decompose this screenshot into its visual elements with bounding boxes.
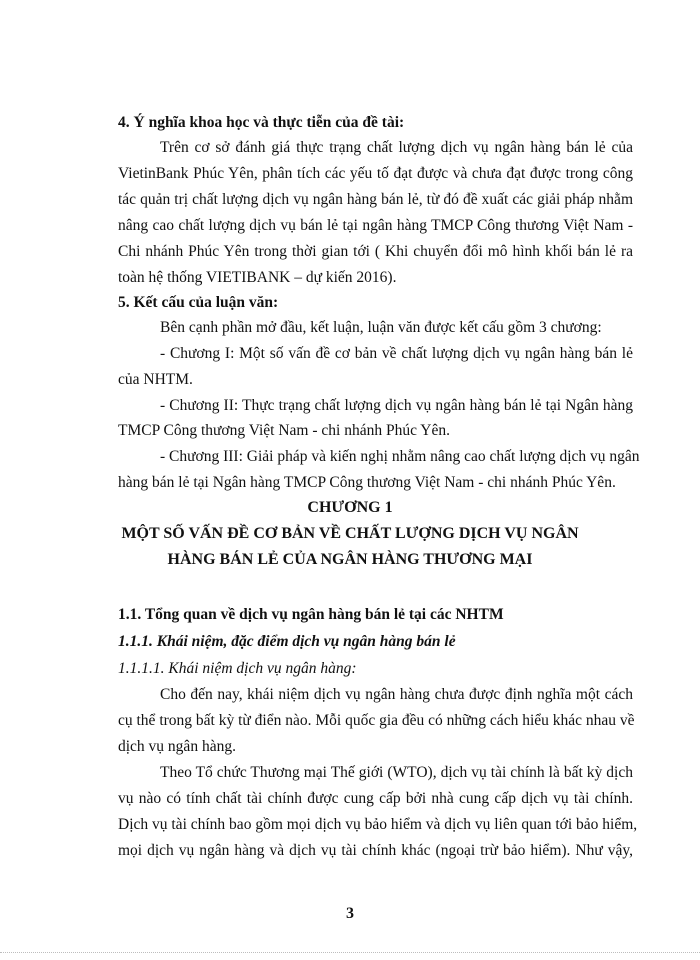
section-1-1-1-1-heading: 1.1.1.1. Khái niệm dịch vụ ngân hàng: <box>118 660 357 677</box>
chapter-1-summary: của NHTM. <box>118 371 193 388</box>
chapter-title: MỘT SỐ VẤN ĐỀ CƠ BẢN VỀ CHẤT LƯỢNG DỊCH VỤ NGÂN <box>121 525 579 542</box>
chapter-2-summary: - Chương II: Thực trạng chất lượng dịch vụ ngân hàng bán lẻ tại Ngân hàng <box>160 397 633 414</box>
section-1-1-1-heading: 1.1.1. Khái niệm, đặc điểm dịch vụ ngân hàng bán lẻ <box>118 633 456 650</box>
body-line: Dịch vụ tài chính bao gồm mọi dịch vụ bảo hiểm và dịch vụ liên quan tới bảo hiểm, <box>118 816 638 833</box>
section-4-heading: 4. Ý nghĩa khoa học và thực tiễn của đề tài: <box>118 114 405 131</box>
body-line: vụ nào có tính chất tài chính được cung cấp bởi nhà cung cấp dịch vụ tài chính. <box>118 790 633 807</box>
body-line: dịch vụ ngân hàng. <box>118 738 236 755</box>
body-line: Theo Tổ chức Thương mại Thế giới (WTO), dịch vụ tài chính là bất kỳ dịch <box>160 764 633 781</box>
chapter-1-summary: - Chương I: Một số vấn đề cơ bản về chất lượng dịch vụ ngân hàng bán lẻ <box>160 345 633 362</box>
section-5-heading: 5. Kết cấu của luận văn: <box>118 294 279 311</box>
section-4-line: Trên cơ sở đánh giá thực trạng chất lượng dịch vụ ngân hàng bán lẻ của <box>160 139 633 156</box>
section-4-line: Chi nhánh Phúc Yên trong thời gian tới ( Khi chuyển đổi mô hình khối bán lẻ ra <box>118 243 633 260</box>
chapter-3-summary: hàng bán lẻ tại Ngân hàng TMCP Công thương Việt Nam - chi nhánh Phúc Yên. <box>118 474 616 491</box>
body-line: Cho đến nay, khái niệm dịch vụ ngân hàng chưa được định nghĩa một cách <box>160 686 633 703</box>
section-4-line: VietinBank Phúc Yên, phân tích các yếu tố đạt được và chưa đạt được trong công <box>118 165 633 182</box>
section-4-line: toàn hệ thống VIETIBANK – dự kiến 2016). <box>118 269 397 286</box>
section-1-1-heading: 1.1. Tổng quan về dịch vụ ngân hàng bán lẻ tại các NHTM <box>118 606 504 623</box>
chapter-number: CHƯƠNG 1 <box>307 499 393 516</box>
page-separator <box>0 952 700 953</box>
section-4-line: tác quản trị chất lượng dịch vụ ngân hàng bán lẻ, từ đó đề xuất các giải pháp nhằm <box>118 191 633 208</box>
body-line: mọi dịch vụ ngân hàng và dịch vụ tài chính khác (ngoại trừ bảo hiểm). Như vậy, <box>118 842 633 859</box>
body-line: cụ thể trong bất kỳ từ điển nào. Mỗi quốc gia đều có những cách hiểu khác nhau về <box>118 712 635 729</box>
page-number: 3 <box>346 905 354 922</box>
section-4-line: nâng cao chất lượng dịch vụ bán lẻ tại ngân hàng TMCP Công thương Việt Nam - <box>118 217 633 234</box>
section-5-intro: Bên cạnh phần mở đầu, kết luận, luận văn được kết cấu gồm 3 chương: <box>160 319 602 336</box>
chapter-3-summary: - Chương III: Giải pháp và kiến nghị nhằm nâng cao chất lượng dịch vụ ngân <box>160 448 640 465</box>
chapter-2-summary: TMCP Công thương Việt Nam - chi nhánh Phúc Yên. <box>118 422 450 439</box>
chapter-title: HÀNG BÁN LẺ CỦA NGÂN HÀNG THƯƠNG MẠI <box>167 551 533 568</box>
